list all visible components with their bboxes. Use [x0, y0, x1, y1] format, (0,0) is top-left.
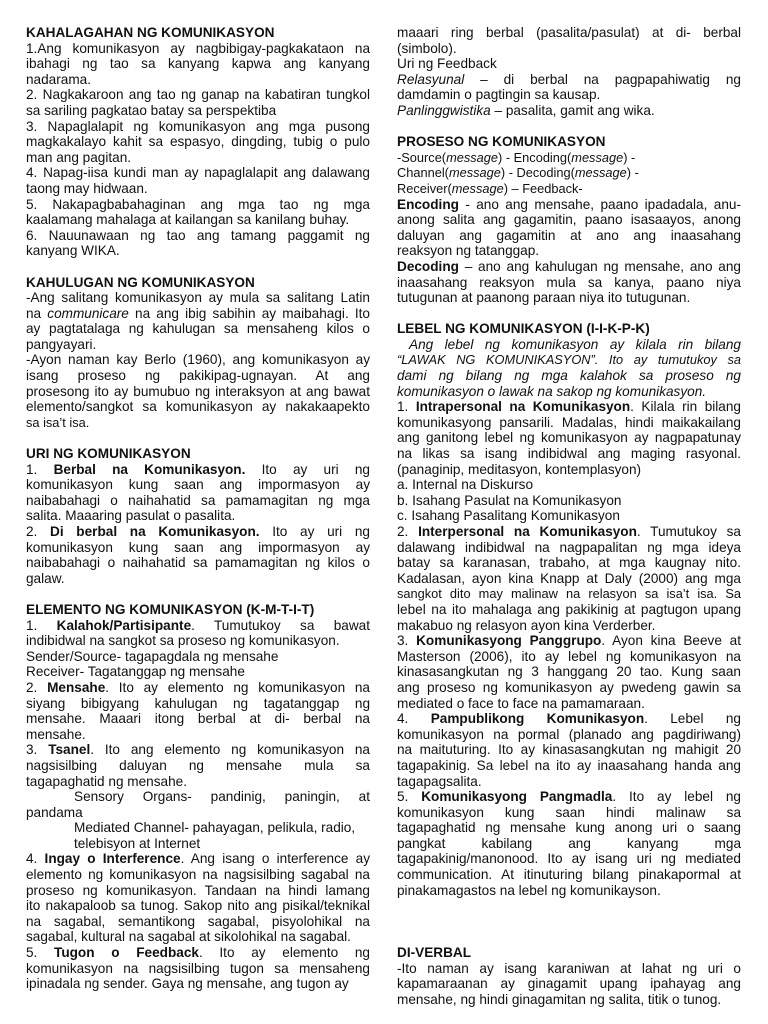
elemento-line: ipinadala ng sender. Gaya ng mensahe, ang tugon ay: [26, 976, 349, 992]
elemento-line: Sender/Source- tagapagdala ng mensahe: [26, 648, 279, 664]
kahalagahan-line: sa sariling pagkatao batay sa perspektiba: [26, 102, 277, 118]
elemento-line: elemento ng komunikasyon na nagsisilbing sagabal na: [26, 867, 370, 883]
heading-proseso: PROSESO NG KOMUNIKASYON: [397, 134, 606, 150]
lebel-item-5: 5. Komunikasyong Pangmadla. Ito ay lebel ng: [397, 789, 741, 805]
lebel-line: batay sa karanasan, trabaho, at mga kaugnay nito.: [397, 555, 741, 571]
lebel-line: communication. At itinuturing bilang pinakapormal at: [397, 867, 741, 883]
feedback-cont-line: maaari ring berbal (pasalita/pasulat) at di- berbal: [397, 25, 741, 40]
kahalagahan-line: 5. Nakapagbabahaginan ang mga tao ng mga: [26, 196, 370, 212]
proseso-line: anong salita ang gagamitin, paano isasaayos, anong: [397, 212, 741, 228]
lebel-line: tagapaghatid ng mensahe kung anong uri o saang: [397, 820, 741, 836]
elemento-item-5: 5. Tugon o Feedback. Ito ay elemento ng: [26, 945, 370, 961]
lebel-item-2: 2. Interpersonal na Komunikasyon. Tumutukoy sa: [397, 524, 741, 539]
lebel-line: ang proseso ng komunikasyon ay pwedeng gawin sa: [397, 679, 741, 695]
elemento-line: na sagabal, semantikong sagabal, pisyolohikal na: [26, 913, 370, 929]
diverbal-line: mensahe, ng hindi ginagamitan ng salita, titik o tunog.: [397, 991, 722, 1007]
uri-line: galaw.: [26, 570, 65, 586]
lebel-item-1: 1. Intrapersonal na Komunikasyon. Kilala rin bilang: [397, 399, 741, 415]
uri-line: naibabahagi o naihahatid sa pamamagitan ng mga: [26, 492, 370, 508]
kahalagahan-line: magkakalayo kahit sa espasyo, dingding, tubig o pulo: [26, 134, 370, 150]
diverbal-line: kapamaraanan ay ginagamit upang ipahayag ang: [397, 976, 741, 992]
elemento-line: telebisyon at Internet: [74, 835, 201, 851]
uri-line: salita. Maaaring pasulat o pasalita.: [26, 508, 236, 524]
lebel-subitem: b. Isahang Pasulat na Komunikasyon: [397, 492, 622, 508]
kahulugan-line: sa isa’t isa.: [26, 414, 90, 430]
elemento-line: siyang bibigyang kahulugan ng tagatanggap ng: [26, 695, 370, 711]
kahulugan-line: pangyayari.: [26, 336, 97, 352]
elemento-item-3: 3. Tsanel. Ito ang elemento ng komunikasyon na: [26, 742, 370, 758]
lebel-line: Kadalasan, ayon kina Knapp at Daly (2000) ang mga: [397, 570, 741, 586]
diverbal-line: -Ito naman ay isang karaniwan at lahat ng uri o: [397, 960, 741, 976]
feedback-panlinggwistika: Panlinggwistika – pasalita, gamit ang wika.: [397, 102, 655, 118]
uri-item-1: 1. Berbal na Komunikasyon. Ito ay uri ng: [26, 461, 370, 477]
lebel-line: komunikasyon kung saan hindi malinaw sa: [397, 804, 741, 820]
lebel-line: tagapagsalita.: [397, 773, 482, 789]
lebel-line: lebel na ito mahalaga ang pakikinig at pagtugon upang: [397, 601, 741, 617]
elemento-line: tagapaghatid ng mensahe.: [26, 773, 187, 789]
heading-kahulugan: KAHULUGAN NG KOMUNIKASYON: [26, 274, 255, 290]
heading-diverbal: DI-VERBAL: [397, 945, 472, 961]
kahulugan-line: ay pagtatalaga ng kahulugan sa mensaheng kilos o: [26, 321, 370, 337]
elemento-item-4: 4. Ingay o Interference. Ang isang o interference ay: [26, 851, 370, 867]
kahulugan-line: na communicare na ang ibig sabihin ay maibahagi. Ito: [26, 305, 370, 321]
feedback-cont-line: (simbolo).: [397, 40, 457, 56]
lebel-line: Masterson (2006), ito ay lebel ng komunikasyon na: [397, 648, 741, 664]
uri-line: komunikasyon kung saan ang impormasyon ay: [26, 539, 370, 555]
kahulugan-line: -Ang salitang komunikasyon ay mula sa salitang Latin: [26, 290, 370, 306]
lebel-line: na likas sa isang indibidwal ang maging rasyonal.: [397, 446, 741, 462]
uri-line: komunikasyon kung saan ang impormasyon ay: [26, 477, 370, 493]
elemento-line: mensahe.: [26, 726, 86, 742]
lebel-subitem: c. Isahang Pasalitang Komunikasyon: [397, 508, 620, 524]
lebel-intro-line: dami ng bilang ng mga kalahok sa proseso ng: [397, 368, 741, 384]
elemento-item-1: 1. Kalahok/Partisipante. Tumutukoy sa bawat: [26, 617, 370, 633]
kahalagahan-list: [26, 41, 370, 259]
kahalagahan-line: 2. Nagkakaroon ang tao ng ganap na kabatiran tungkol: [26, 87, 370, 103]
heading-kahalagahan: KAHALAGAHAN NG KOMUNIKASYON: [26, 25, 275, 40]
elemento-line: Receiver- Tagatanggap ng mensahe: [26, 664, 245, 680]
kahalagahan-line: 3. Napaglalapit ng komunikasyon ang mga pusong: [26, 118, 370, 134]
lebel-line: komunikasyon na pormal (planado ang pagdiriwang): [397, 726, 741, 742]
elemento-line: proseso ng komunikasyon. Tandaan na hindi lamang: [26, 882, 370, 898]
heading-lebel: LEBEL NG KOMUNIKASYON (I-I-K-P-K): [397, 321, 650, 337]
lebel-intro-line: komunikasyon o lawak na sakop ng komunikasyon.: [397, 383, 707, 399]
lebel-line: dalawang indibidwal na nagpapalitan ng mga ideya: [397, 539, 741, 555]
uri-item-2: 2. Di berbal na Komunikasyon. Ito ay uri ng: [26, 524, 370, 539]
lebel-line: tagapakinig. Sa lebel na ito ay inaasahang handa ang: [397, 757, 741, 773]
lebel-item-4: 4. Pampublikong Komunikasyon. Lebel ng: [397, 711, 741, 727]
kahalagahan-line: man ang pagitan.: [26, 149, 132, 165]
kahalagahan-line: nadarama.: [26, 71, 91, 87]
proseso-line: tutugunan at paanong paraan niya ito tutugunan.: [397, 290, 691, 306]
lebel-line: komunikasyong pansarili. Madalas, hindi maikakailang: [397, 414, 741, 430]
right-column: [397, 25, 741, 1007]
kahalagahan-line: 1.Ang komunikasyon ay nagbibigay-pagkakataon na: [26, 40, 370, 56]
proseso-line: reaksyon ng tatanggap.: [397, 243, 540, 259]
lebel-line: ang ganitong lebel ng komunikasyon ay nagpapatunay: [397, 430, 741, 446]
lebel-line: (panaginip, meditasyon, kontemplasyon): [397, 461, 642, 477]
kahalagahan-line: ibahagi ng tao sa kanyang kapwa ang kanyang: [26, 56, 370, 72]
lebel-line: tagapakinig/manonood. Ito ay isang uri ng mediated: [397, 851, 741, 867]
kahalagahan-line: 4. Napag-iisa kundi man ay napaglalapit ang dalawang: [26, 165, 370, 181]
kahulugan-line: isang proseso ng pakikipag-ugnayan. At ang: [26, 368, 370, 384]
proseso-flow-line: -Source(message) - Encoding(message) -: [397, 149, 636, 165]
lebel-line: na maituturing. Ito ay kinasasangkutan ng mahigit 20: [397, 742, 741, 758]
kahalagahan-line: 6. Nauunawaan ng tao ang tamang paggamit ng: [26, 227, 370, 243]
left-column: [26, 25, 370, 992]
elemento-line: Mediated Channel- pahayagan, pelikula, radio,: [74, 820, 356, 836]
proseso-line: daluyan ang gagamitin at ano ang inaasahang: [397, 227, 741, 243]
elemento-line: komunikasyon na nagsisilbing tugon sa mensaheng: [26, 960, 370, 976]
heading-uri: URI NG KOMUNIKASYON: [26, 446, 191, 462]
lebel-line: mediated o face to face na pamamaraan.: [397, 695, 645, 711]
proseso-flow-line: Channel(message) - Decoding(message) -: [397, 165, 639, 181]
lebel-line: makabuo ng relasyon ayon kina Verderber.: [397, 617, 656, 633]
elemento-line: nagsisilbing daluyan ng mensahe mula sa: [26, 757, 370, 773]
elemento-line: pandama: [26, 804, 83, 820]
kahulugan-line: prosesong ito ay bumubuo ng interaksyon at ang bawat: [26, 383, 370, 399]
lebel-item-3: 3. Komunikasyong Panggrupo. Ayon kina Beeve at: [397, 633, 741, 649]
lebel-line: pinakamagastos na lebel ng komunikayson.: [397, 882, 661, 898]
elemento-item-2: 2. Mensahe. Ito ay elemento ng komunikasyon na: [26, 679, 370, 695]
lebel-intro-line: Ang lebel ng komunikasyon ay kilala rin bilang: [409, 336, 741, 352]
decoding-def: Decoding – ano ang kahulugan ng mensahe, ano ang: [397, 258, 741, 274]
kahulugan-line: elemento/sangkot sa komunikasyon ay nakakaapekto: [26, 399, 370, 415]
elemento-line: ito nakapaloob sa tunog. Sakop nito ang pisikal/teknikal: [26, 898, 370, 914]
elemento-line: indibidwal na sangkot sa proseso ng komunikasyon.: [26, 633, 340, 649]
feedback-types-label: Uri ng Feedback: [397, 56, 497, 72]
feedback-line: damdamin o pagtingin sa kausap.: [397, 87, 601, 103]
elemento-line: mensahe. Maaari itong berbal at di- berbal na: [26, 711, 370, 727]
lebel-intro-line: “LAWAK NG KOMUNIKASYON”. Ito ay tumutukoy sa: [397, 352, 741, 368]
proseso-flow-line: Receiver(message) – Feedback-: [397, 180, 583, 196]
heading-elemento: ELEMENTO NG KOMUNIKASYON (K-M-T-I-T): [26, 601, 315, 617]
lebel-line: pangkat kabilang ang kanyang mga: [397, 835, 741, 851]
kahulugan-line: -Ayon naman kay Berlo (1960), ang komunikasyon ay: [26, 352, 370, 368]
uri-line: naibabahagi o naihahatid sa pamamagitan ng kilos o: [26, 555, 370, 571]
lebel-line: kinasasangkutan ng 3 hanggang 20 tao. Kung saan: [397, 664, 741, 680]
kahalagahan-line: kanyang WIKA.: [26, 243, 120, 259]
elemento-line: Sensory Organs- pandinig, paningin, at: [74, 789, 370, 805]
kahalagahan-line: taong may hidwaan.: [26, 180, 148, 196]
kahalagahan-line: kaalamang mahalaga at kailangan sa kanilang buhay.: [26, 212, 350, 228]
lebel-subitem: a. Internal na Diskurso: [397, 477, 534, 493]
elemento-line: sagabal, kultural na sagabal at sikolohikal na sagabal.: [26, 929, 351, 945]
encoding-def: Encoding - ano ang mensahe, paano ipadadala, anu-: [397, 196, 741, 212]
lebel-line: sangkot dito may malinaw na relasyon sa isa’t isa. Sa: [397, 586, 741, 602]
proseso-line: inaasahang reaksyon mula sa kanya, paano niya: [397, 274, 741, 290]
feedback-relasyunal: Relasyunal – di berbal na pagpapahiwatig ng: [397, 71, 741, 87]
